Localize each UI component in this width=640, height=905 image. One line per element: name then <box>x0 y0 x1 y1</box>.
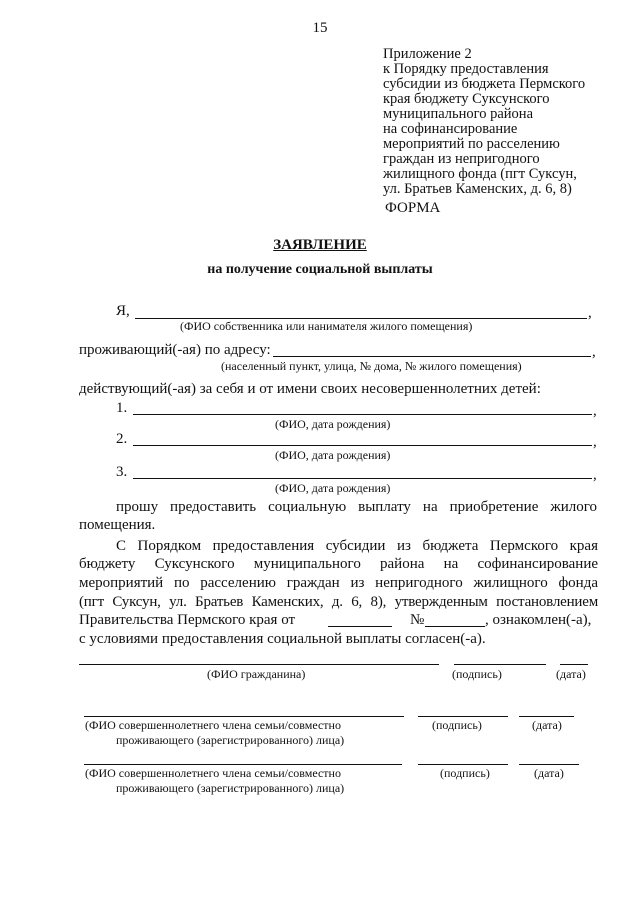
member-2-date-line[interactable] <box>519 764 579 765</box>
member-2-name-line[interactable] <box>84 764 402 765</box>
number-sign: № <box>410 612 425 628</box>
address-comma: , <box>592 344 596 360</box>
appendix-line: ул. Братьев Каменских, д. 6, 8) <box>383 181 572 197</box>
resolution-number-field[interactable] <box>425 626 485 627</box>
child-2-comma: , <box>593 434 597 450</box>
citizen-name-line[interactable] <box>79 664 439 665</box>
child-2-field[interactable] <box>133 445 592 446</box>
document-subtitle: на получение социальной выплаты <box>207 262 433 277</box>
citizen-date-line[interactable] <box>560 664 588 665</box>
child-1-field[interactable] <box>133 414 592 415</box>
member-1-signature-line[interactable] <box>418 716 508 717</box>
citizen-signature-caption: (подпись) <box>452 667 502 681</box>
children-intro: действующий(-ая) за себя и от имени своих несовершеннолетних детей: <box>79 381 541 397</box>
procedure-line5-end: , ознакомлен(-а), <box>485 612 592 628</box>
procedure-last-line: с условиями предоставления социальной выплаты согласен(-а). <box>79 631 486 647</box>
resolution-date-field[interactable] <box>328 626 392 627</box>
child-number: 3. <box>116 464 128 480</box>
member-2-signature-caption: (подпись) <box>440 766 490 780</box>
child-2-caption: (ФИО, дата рождения) <box>275 448 391 462</box>
appendix-header <box>383 47 585 197</box>
appendix-line: к Порядку предоставления <box>383 61 549 77</box>
procedure-line: (пгт Суксун, ул. Братьев Каменских, д. 6, 8), утвержденным постановлением <box>79 594 598 610</box>
appendix-line: мероприятий по расселению <box>383 136 560 152</box>
appendix-line: жилищного фонда (пгт Суксун, <box>383 166 577 182</box>
appendix-line: муниципального района <box>383 106 533 122</box>
page-number: 15 <box>312 20 328 36</box>
member-2-date-caption: (дата) <box>534 766 564 780</box>
member-1-name-caption: (ФИО совершеннолетнего члена семьи/совместно <box>85 718 341 732</box>
appendix-line: на софинансирование <box>383 121 518 137</box>
document-title: ЗАЯВЛЕНИЕ <box>273 237 367 253</box>
address-field[interactable] <box>273 356 591 357</box>
form-label: ФОРМА <box>385 200 441 216</box>
member-2-name-caption-2: проживающего (зарегистрированного) лица) <box>116 781 345 795</box>
child-number: 1. <box>116 400 128 416</box>
address-caption: (населенный пункт, улица, № дома, № жилого помещения) <box>221 359 522 373</box>
request-line: прошу предоставить социальную выплату на приобретение жилого <box>116 499 597 515</box>
procedure-line5-part: Правительства Пермского края от <box>79 612 296 628</box>
member-1-signature-caption: (подпись) <box>432 718 482 732</box>
appendix-line: субсидии из бюджета Пермского <box>383 76 586 92</box>
appendix-line: края бюджету Суксунского <box>383 91 550 107</box>
child-number: 2. <box>116 431 128 447</box>
member-2-name-caption: (ФИО совершеннолетнего члена семьи/совместно <box>85 766 341 780</box>
request-line: помещения. <box>79 517 156 533</box>
member-1-date-line[interactable] <box>519 716 574 717</box>
appendix-line: Приложение 2 <box>383 46 472 62</box>
applicant-caption: (ФИО собственника или нанимателя жилого помещения) <box>180 319 473 333</box>
child-1-caption: (ФИО, дата рождения) <box>275 417 391 431</box>
child-3-comma: , <box>593 467 597 483</box>
procedure-line: мероприятий по расселению граждан из непригодного жилищного фонда <box>79 575 598 591</box>
member-2-signature-line[interactable] <box>418 764 508 765</box>
child-1-comma: , <box>593 403 597 419</box>
member-1-name-caption-2: проживающего (зарегистрированного) лица) <box>116 733 345 747</box>
applicant-prefix: Я, <box>116 303 130 319</box>
procedure-line: бюджету Суксунского муниципального района на софинансирование <box>79 556 598 572</box>
child-3-caption: (ФИО, дата рождения) <box>275 481 391 495</box>
citizen-date-caption: (дата) <box>556 667 586 681</box>
citizen-signature-line[interactable] <box>454 664 546 665</box>
applicant-comma: , <box>588 305 592 321</box>
member-1-name-line[interactable] <box>84 716 404 717</box>
appendix-line: граждан из непригодного <box>383 151 540 167</box>
child-3-field[interactable] <box>133 478 592 479</box>
citizen-name-caption: (ФИО гражданина) <box>207 667 306 681</box>
procedure-line: С Порядком предоставления субсидии из бюджета Пермского края <box>116 538 598 554</box>
address-prefix: проживающий(-ая) по адресу: <box>79 342 271 358</box>
member-1-date-caption: (дата) <box>532 718 562 732</box>
